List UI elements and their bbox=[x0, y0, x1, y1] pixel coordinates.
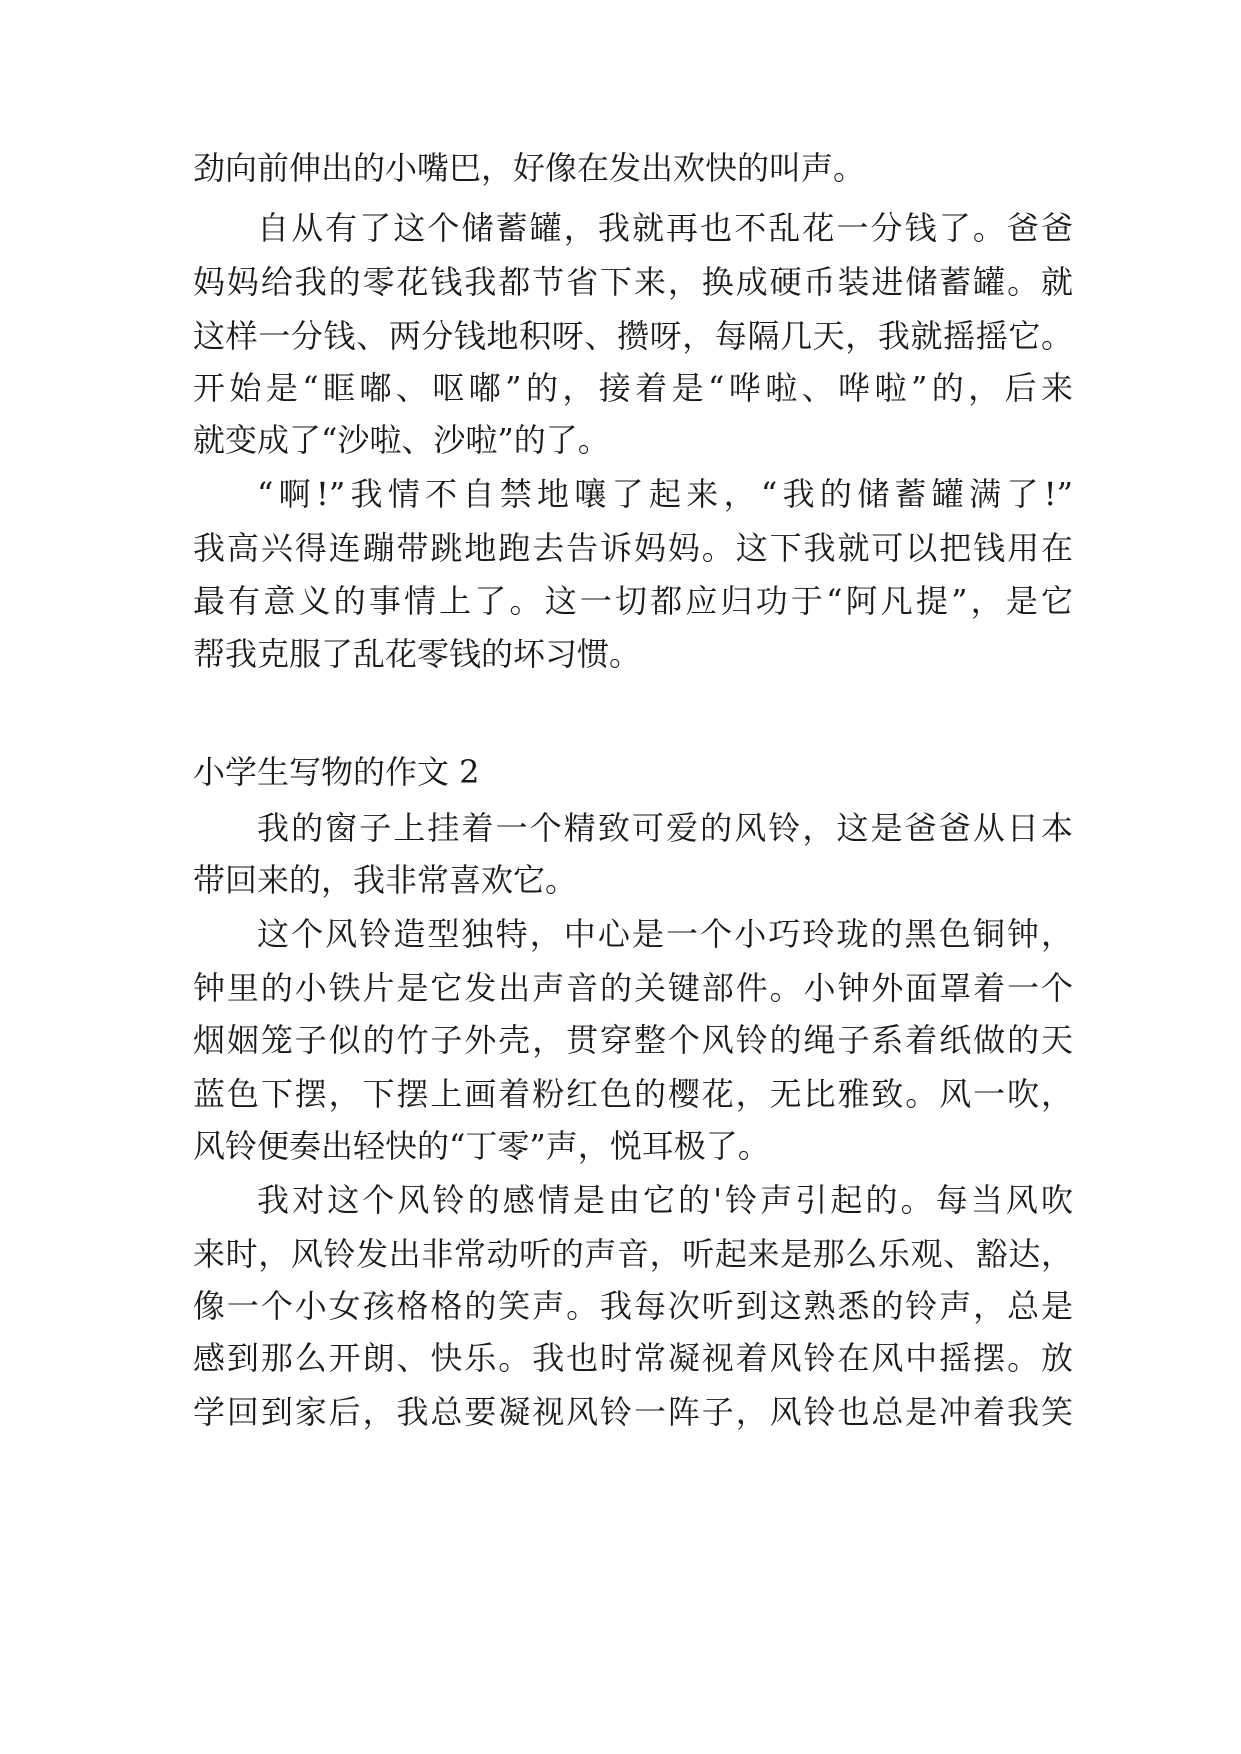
text-line: 就变成了“沙啦、沙啦”的了。 bbox=[193, 421, 610, 459]
text-line: 学回到家后，我总要凝视风铃一阵子，风铃也总是冲着我笑 bbox=[193, 1393, 1073, 1431]
text-line: 我高兴得连蹦带跳地跑去告诉妈妈。这下我就可以把钱用在 bbox=[193, 529, 1073, 567]
text-line: 妈妈给我的零花钱我都节省下来，换成硬币装进储蓄罐。就 bbox=[193, 263, 1073, 301]
paragraph-first-line: 我的窗子上挂着一个精致可爱的风铃，这是爸爸从日本 bbox=[257, 809, 1073, 847]
text-line: 蓝色下摆，下摆上画着粉红色的樱花，无比雅致。风一吹， bbox=[193, 1075, 1073, 1113]
text-line: 劲向前伸出的小嘴巴，好像在发出欢快的叫声。 bbox=[193, 149, 866, 187]
text-line: 帮我克服了乱花零钱的坏习惯。 bbox=[193, 635, 642, 673]
text-line: 来时，风铃发出非常动听的声音，听起来是那么乐观、豁达， bbox=[193, 1235, 1073, 1273]
text-line: 带回来的，我非常喜欢它。 bbox=[193, 861, 578, 899]
text-line: 最有意义的事情上了。这一切都应归功于“阿凡提”，是它 bbox=[193, 582, 1073, 620]
paragraph-first-line: 我对这个风铃的感情是由它的'铃声引起的。每当风吹 bbox=[257, 1181, 1073, 1219]
text-line: 感到那么开朗、快乐。我也时常凝视着风铃在风中摇摆。放 bbox=[193, 1339, 1073, 1377]
paragraph-first-line: 自从有了这个储蓄罐，我就再也不乱花一分钱了。爸爸 bbox=[257, 209, 1073, 247]
section-heading: 小学生写物的作文 2 bbox=[193, 753, 480, 791]
text-line: 像一个小女孩格格的笑声。我每次听到这熟悉的铃声，总是 bbox=[193, 1287, 1073, 1325]
paragraph-first-line: 这个风铃造型独特，中心是一个小巧玲珑的黑色铜钟， bbox=[257, 915, 1073, 953]
paragraph-first-line: “啊!”我情不自禁地嚷了起来，“我的储蓄罐满了!” bbox=[257, 475, 1073, 513]
text-line: 这样一分钱、两分钱地积呀、攒呀，每隔几天，我就摇摇它。 bbox=[193, 317, 1073, 355]
text-line: 烟姻笼子似的竹子外壳，贯穿整个风铃的绳子系着纸做的天 bbox=[193, 1021, 1073, 1059]
text-line: 钟里的小铁片是它发出声音的关键部件。小钟外面罩着一个 bbox=[193, 969, 1073, 1007]
text-line: 开始是“眶嘟、呕嘟”的，接着是“哗啦、哗啦”的，后来 bbox=[193, 369, 1073, 407]
text-line: 风铃便奏出轻快的“丁零”声，悦耳极了。 bbox=[193, 1127, 770, 1165]
